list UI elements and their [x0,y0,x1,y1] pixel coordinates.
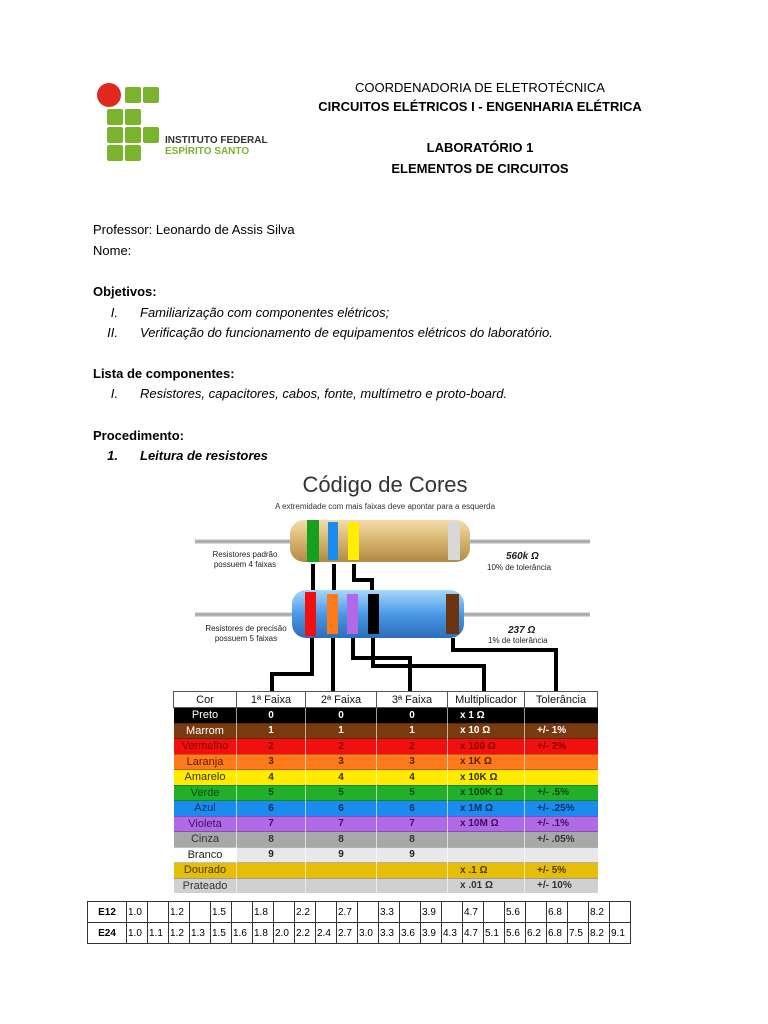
multiplier-value: x .01 Ω [448,878,525,893]
tolerance-value [525,754,598,770]
band2-value: 6 [306,801,377,817]
resistor4-band-blue [328,522,338,560]
band2-value: 7 [306,816,377,832]
band1-value: 7 [237,816,306,832]
objetivo-item: Verificação do funcionamento de equipamentos elétricos do laboratório. [140,325,553,340]
e24-label: E24 [88,923,127,944]
connector-line [370,578,374,590]
col-header: 1ª Faixa [237,692,306,708]
resistor5-tolerance: 1% de tolerância [488,636,548,645]
color-name: Dourado [174,863,237,879]
tolerance-value [525,770,598,786]
band3-value: 0 [377,708,448,724]
color-name: Verde [174,785,237,801]
band2-value [306,878,377,893]
band3-value: 6 [377,801,448,817]
logo-square-icon [107,109,123,125]
tolerance-value: +/- .5% [525,785,598,801]
color-name: Azul [174,801,237,817]
e12-value: 3.9 [421,902,442,923]
col-header: Cor [174,692,237,708]
resistor5-band-red [305,592,316,636]
e12-label: E12 [88,902,127,923]
procedimento-heading: Procedimento: [93,428,185,443]
band3-value: 8 [377,832,448,848]
connector-line [352,578,372,582]
e12-value [316,902,337,923]
e24-value: 6.2 [526,923,547,944]
multiplier-value: x 1K Ω [448,754,525,770]
multiplier-value [448,847,525,863]
col-header: 3ª Faixa [377,692,448,708]
color-row [174,770,598,786]
band1-value: 6 [237,801,306,817]
band3-value: 1 [377,723,448,739]
e12-value [484,902,505,923]
e12-value: 1.0 [127,902,148,923]
color-row [174,785,598,801]
e24-value: 3.9 [421,923,442,944]
e24-value: 4.3 [442,923,463,944]
resistor5-band-orange [327,594,338,634]
color-row [174,816,598,832]
resistor5-band-brown [446,594,459,634]
band3-value: 4 [377,770,448,786]
resistor4-band-yellow [348,522,359,560]
tolerance-value: +/- .25% [525,801,598,817]
lista-item: Resistores, capacitores, cabos, fonte, multímetro e proto-board. [140,386,508,401]
resistor4-tolerance: 10% de tolerância [487,563,552,572]
band1-value: 5 [237,785,306,801]
e24-value: 1.1 [148,923,169,944]
resistor5-band-black [368,594,379,634]
e24-value: 2.4 [316,923,337,944]
band1-value: 8 [237,832,306,848]
objetivo-num: I. [110,305,118,320]
color-code-table [173,691,598,893]
logo-line2: ESPÍRITO SANTO [165,146,250,157]
resistor4-band-green [307,520,319,562]
color-name: Laranja [174,754,237,770]
tolerance-value: +/- 10% [525,878,598,893]
tolerance-value [525,847,598,863]
e24-value: 2.7 [337,923,358,944]
band1-value: 1 [237,723,306,739]
resistor4-label: Resistores padrão possuem 4 faixas [212,550,278,569]
tolerance-value: +/- 5% [525,863,598,879]
procedimento-item: Leitura de resistores [140,448,268,463]
e24-value: 7.5 [568,923,589,944]
band2-value: 8 [306,832,377,848]
header-coordenadoria: COORDENADORIA DE ELETROTÉCNICA [355,80,605,95]
tolerance-value: +/- .05% [525,832,598,848]
multiplier-value: x .1 Ω [448,863,525,879]
resistor4-band-silver [448,522,460,560]
figure-title: Código de Cores [302,472,468,497]
logo-square-icon [107,127,123,143]
header-lab-title: ELEMENTOS DE CIRCUITOS [391,161,569,176]
e12-value [148,902,169,923]
logo-red-dot-icon [97,83,121,107]
band2-value: 5 [306,785,377,801]
connector-line [332,564,336,590]
e24-value: 6.8 [547,923,568,944]
color-row [174,878,598,893]
e24-value: 5.1 [484,923,505,944]
e24-value: 1.5 [211,923,232,944]
color-row [174,801,598,817]
resistor4-value: 560k Ω [506,551,539,562]
e12-value: 3.3 [379,902,400,923]
color-row [174,708,598,724]
band3-value [377,863,448,879]
e24-value: 3.6 [400,923,421,944]
multiplier-value [448,832,525,848]
e-series-table [87,901,631,944]
e12-value: 1.5 [211,902,232,923]
band1-value: 2 [237,739,306,755]
procedimento-num: 1. [107,448,118,463]
band2-value: 2 [306,739,377,755]
connector-line [351,656,411,660]
lista-num: I. [110,386,118,401]
band2-value: 4 [306,770,377,786]
color-row [174,832,598,848]
connector-line [408,656,412,691]
band2-value [306,863,377,879]
e12-value: 1.8 [253,902,274,923]
connector-line [451,648,557,652]
e24-value: 8.2 [589,923,610,944]
color-name: Marrom [174,723,237,739]
band1-value: 9 [237,847,306,863]
logo-square-icon [125,145,141,161]
color-row [174,863,598,879]
connector-line [371,664,485,668]
e24-value: 1.2 [169,923,190,944]
multiplier-value: x 1 Ω [448,708,525,724]
header-course: CIRCUITOS ELÉTRICOS I - ENGENHARIA ELÉTRICA [318,99,642,114]
band3-value: 5 [377,785,448,801]
band3-value: 7 [377,816,448,832]
e24-value: 9.1 [610,923,631,944]
band1-value [237,878,306,893]
resistor5-band-violet [347,594,358,634]
tolerance-value: +/- .1% [525,816,598,832]
e24-value: 5.6 [505,923,526,944]
color-row [174,754,598,770]
e24-value: 1.3 [190,923,211,944]
color-row [174,723,598,739]
multiplier-value: x 10M Ω [448,816,525,832]
institute-logo [95,83,275,165]
e12-value [442,902,463,923]
header-lab: LABORATÓRIO 1 [426,140,534,155]
band1-value: 0 [237,708,306,724]
objetivo-num: II. [107,325,118,340]
e24-value: 2.0 [274,923,295,944]
multiplier-value: x 100 Ω [448,739,525,755]
connector-line [554,648,558,691]
e12-value [232,902,253,923]
logo-square-icon [125,109,141,125]
logo-line1: INSTITUTO FEDERAL [165,135,268,146]
color-name: Violeta [174,816,237,832]
connector-line [270,672,314,676]
color-name: Branco [174,847,237,863]
e24-value: 1.0 [127,923,148,944]
band1-value [237,863,306,879]
color-row [174,739,598,755]
band2-value: 3 [306,754,377,770]
color-name: Vermelho [174,739,237,755]
e12-value: 2.2 [295,902,316,923]
e12-row [88,902,631,923]
logo-square-icon [125,127,141,143]
multiplier-value: x 10K Ω [448,770,525,786]
e12-value: 8.2 [589,902,610,923]
e12-value: 6.8 [547,902,568,923]
band2-value: 1 [306,723,377,739]
connector-line [482,664,486,691]
e12-value [526,902,547,923]
e12-value [610,902,631,923]
tolerance-value: +/- 2% [525,739,598,755]
color-row [174,847,598,863]
band2-value: 0 [306,708,377,724]
e12-value [358,902,379,923]
band1-value: 3 [237,754,306,770]
band2-value: 9 [306,847,377,863]
e12-value: 1.2 [169,902,190,923]
color-name: Preto [174,708,237,724]
connector-line [351,638,355,658]
connector-line [270,672,274,691]
professor-line: Professor: Leonardo de Assis Silva [93,222,295,237]
band3-value: 2 [377,739,448,755]
connector-line [371,638,375,666]
e24-value: 1.6 [232,923,253,944]
nome-line: Nome: [93,243,132,258]
e12-value [274,902,295,923]
e24-value: 2.2 [295,923,316,944]
band3-value: 3 [377,754,448,770]
band1-value: 4 [237,770,306,786]
col-header: Multiplicador [448,692,525,708]
lista-heading: Lista de componentes: [93,366,235,381]
e24-row [88,923,631,944]
connector-line [331,638,335,691]
logo-square-icon [143,87,159,103]
e12-value [568,902,589,923]
e24-value: 3.0 [358,923,379,944]
e12-value [400,902,421,923]
tolerance-value [525,708,598,724]
logo-square-icon [107,145,123,161]
col-header: 2ª Faixa [306,692,377,708]
band3-value [377,878,448,893]
e24-value: 1.8 [253,923,274,944]
objetivo-item: Familiarização com componentes elétricos; [140,305,390,320]
e12-value: 2.7 [337,902,358,923]
e12-value: 5.6 [505,902,526,923]
objetivos-heading: Objetivos: [93,284,157,299]
resistor5-value: 237 Ω [508,625,536,636]
figure-subtitle: A extremidade com mais faixas deve apontar para a esquerda [274,502,496,511]
multiplier-value: x 1M Ω [448,801,525,817]
col-header: Tolerância [525,692,598,708]
connector-line [311,564,315,590]
band3-value: 9 [377,847,448,863]
e12-value [190,902,211,923]
e12-value: 4.7 [463,902,484,923]
color-name: Amarelo [174,770,237,786]
tolerance-value: +/- 1% [525,723,598,739]
e24-value: 3.3 [379,923,400,944]
multiplier-value: x 10 Ω [448,723,525,739]
logo-square-icon [143,127,159,143]
color-table-header [174,692,598,708]
resistor5-label: Resistores de precisão possuem 5 faixas [205,624,287,643]
color-name: Prateado [174,878,237,893]
logo-square-icon [125,87,141,103]
color-name: Cinza [174,832,237,848]
multiplier-value: x 100K Ω [448,785,525,801]
e24-value: 4.7 [463,923,484,944]
connector-line [310,638,314,674]
